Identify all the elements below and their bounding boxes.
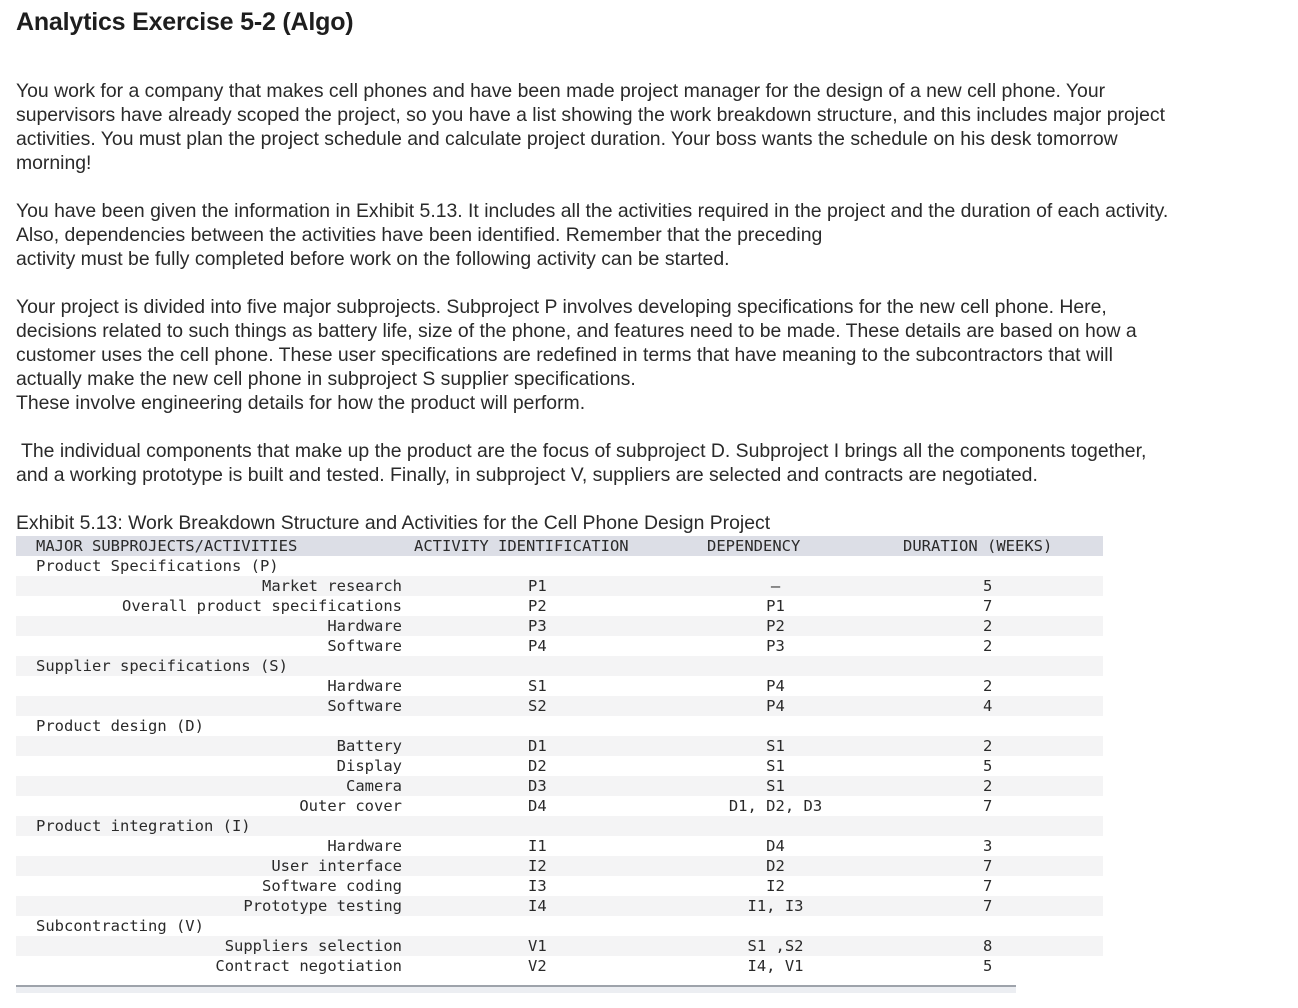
activity-duration: 5: [887, 756, 1103, 776]
activity-label: Contract negotiation: [16, 956, 406, 976]
paragraph-components: [16, 439, 1278, 487]
activity-dependency: S1: [664, 776, 887, 796]
activity-duration: 7: [887, 896, 1103, 916]
empty-cell: [887, 556, 1103, 576]
activity-dependency: —: [664, 576, 887, 596]
paragraph-line: actually make the new cell phone in subproject S supplier specifications.: [16, 368, 636, 390]
activity-label: Outer cover: [16, 796, 406, 816]
paragraph-line: These involve engineering details for how the product will perform.: [16, 392, 586, 414]
table-row: [16, 736, 1103, 756]
header-duration: DURATION (WEEKS): [887, 536, 1103, 556]
activity-dependency: P2: [664, 616, 887, 636]
activity-id: D4: [406, 796, 664, 816]
activity-dependency: P1: [664, 596, 887, 616]
group-label: Supplier specifications (S): [16, 656, 406, 676]
activity-dependency: D4: [664, 836, 887, 856]
activity-duration: 5: [887, 956, 1103, 976]
activity-label: Hardware: [16, 616, 406, 636]
activity-label: Market research: [16, 576, 406, 596]
empty-cell: [664, 716, 887, 736]
activity-dependency: I1, I3: [664, 896, 887, 916]
empty-cell: [664, 816, 887, 836]
group-label: Subcontracting (V): [16, 916, 406, 936]
empty-cell: [887, 816, 1103, 836]
table-row: [16, 616, 1103, 636]
activity-label: Hardware: [16, 836, 406, 856]
table-header-row: [16, 536, 1103, 556]
activity-id: P4: [406, 636, 664, 656]
table-row: [16, 776, 1103, 796]
activity-id: D1: [406, 736, 664, 756]
empty-cell: [664, 556, 887, 576]
activity-duration: 2: [887, 776, 1103, 796]
header-dependency: DEPENDENCY: [664, 536, 887, 556]
table-row: [16, 876, 1103, 896]
activity-label: Camera: [16, 776, 406, 796]
activity-dependency: P4: [664, 676, 887, 696]
paragraph-line: decisions related to such things as battery life, size of the phone, and features need to be made. These details are based on how a: [16, 320, 1137, 342]
activity-duration: 7: [887, 596, 1103, 616]
activity-id: V1: [406, 936, 664, 956]
activity-duration: 3: [887, 836, 1103, 856]
activity-id: I3: [406, 876, 664, 896]
wbs-table: [16, 536, 1103, 976]
activity-dependency: S1 ,S2: [664, 936, 887, 956]
activity-dependency: D2: [664, 856, 887, 876]
paragraph-line: You have been given the information in Exhibit 5.13. It includes all the activities required in the project and the duration of each activity.: [16, 200, 1169, 222]
empty-cell: [887, 716, 1103, 736]
paragraph-intro: [16, 79, 1278, 175]
scroll-track: [16, 987, 1016, 993]
empty-cell: [664, 656, 887, 676]
paragraph-line: activity must be fully completed before work on the following activity can be started.: [16, 248, 730, 270]
table-row: [16, 636, 1103, 656]
activity-id: I4: [406, 896, 664, 916]
activity-label: Software: [16, 696, 406, 716]
activity-duration: 7: [887, 876, 1103, 896]
table-row: [16, 676, 1103, 696]
paragraph-line: and a working prototype is built and tested. Finally, in subproject V, suppliers are selected and contracts are negotiated.: [16, 464, 1038, 486]
paragraph-line: Also, dependencies between the activities have been identified. Remember that the preceding: [16, 224, 823, 246]
empty-cell: [406, 656, 664, 676]
group-label: Product integration (I): [16, 816, 406, 836]
activity-duration: 2: [887, 616, 1103, 636]
table-row: [16, 836, 1103, 856]
activity-dependency: D1, D2, D3: [664, 796, 887, 816]
paragraph-line: morning!: [16, 152, 92, 174]
header-activity-id: ACTIVITY IDENTIFICATION: [406, 536, 664, 556]
activity-id: S1: [406, 676, 664, 696]
activity-duration: 7: [887, 796, 1103, 816]
activity-id: P2: [406, 596, 664, 616]
activity-duration: 7: [887, 856, 1103, 876]
empty-cell: [664, 916, 887, 936]
exhibit-table-container: [16, 536, 1053, 976]
activity-id: P3: [406, 616, 664, 636]
table-group-row: [16, 656, 1103, 676]
table-row: [16, 696, 1103, 716]
table-row: [16, 936, 1103, 956]
paragraph-line: customer uses the cell phone. These user specifications are redefined in terms that have meaning to the subcontractors that will: [16, 344, 1113, 366]
activity-label: User interface: [16, 856, 406, 876]
empty-cell: [406, 716, 664, 736]
table-body: [16, 556, 1103, 976]
activity-duration: 2: [887, 736, 1103, 756]
activity-id: V2: [406, 956, 664, 976]
activity-label: Software: [16, 636, 406, 656]
paragraph-exhibit-info: [16, 199, 1278, 271]
activity-dependency: S1: [664, 736, 887, 756]
activity-id: I1: [406, 836, 664, 856]
activity-label: Suppliers selection: [16, 936, 406, 956]
empty-cell: [406, 816, 664, 836]
paragraph-line: activities. You must plan the project schedule and calculate project duration. Your boss wants the schedule on his desk tomorrow: [16, 128, 1118, 150]
activity-label: Battery: [16, 736, 406, 756]
table-row: [16, 796, 1103, 816]
activity-label: Hardware: [16, 676, 406, 696]
paragraph-line: You work for a company that makes cell phones and have been made project manager for the design of a new cell phone. Your: [16, 80, 1106, 102]
group-label: Product Specifications (P): [16, 556, 406, 576]
activity-duration: 8: [887, 936, 1103, 956]
page-title: Analytics Exercise 5-2 (Algo): [16, 8, 354, 36]
activity-label: Overall product specifications: [16, 596, 406, 616]
activity-duration: 2: [887, 676, 1103, 696]
table-group-row: [16, 916, 1103, 936]
activity-id: P1: [406, 576, 664, 596]
paragraph-line: supervisors have already scoped the project, so you have a list showing the work breakdown structure, and this includes major project: [16, 104, 1165, 126]
activity-id: S2: [406, 696, 664, 716]
activity-dependency: S1: [664, 756, 887, 776]
table-group-row: [16, 556, 1103, 576]
activity-dependency: P4: [664, 696, 887, 716]
exhibit-caption: Exhibit 5.13: Work Breakdown Structure and Activities for the Cell Phone Design Project: [16, 512, 771, 534]
empty-cell: [887, 656, 1103, 676]
activity-id: D3: [406, 776, 664, 796]
activity-id: I2: [406, 856, 664, 876]
table-row: [16, 596, 1103, 616]
paragraph-line: The individual components that make up the product are the focus of subproject D. Subproject I brings all the components together,: [16, 440, 1147, 462]
table-row: [16, 576, 1103, 596]
paragraph-subprojects: [16, 295, 1278, 415]
table-group-row: [16, 816, 1103, 836]
table-row: [16, 896, 1103, 916]
activity-label: Software coding: [16, 876, 406, 896]
paragraph-line: Your project is divided into five major subprojects. Subproject P involves developing specifications for the new cell phone. Here,: [16, 296, 1107, 318]
table-group-row: [16, 716, 1103, 736]
table-row: [16, 956, 1103, 976]
empty-cell: [406, 916, 664, 936]
table-row: [16, 756, 1103, 776]
activity-dependency: I4, V1: [664, 956, 887, 976]
activity-dependency: P3: [664, 636, 887, 656]
activity-duration: 2: [887, 636, 1103, 656]
group-label: Product design (D): [16, 716, 406, 736]
activity-label: Display: [16, 756, 406, 776]
activity-duration: 5: [887, 576, 1103, 596]
activity-id: D2: [406, 756, 664, 776]
empty-cell: [406, 556, 664, 576]
empty-cell: [887, 916, 1103, 936]
header-subprojects: MAJOR SUBPROJECTS/ACTIVITIES: [16, 536, 406, 556]
activity-duration: 4: [887, 696, 1103, 716]
activity-dependency: I2: [664, 876, 887, 896]
activity-label: Prototype testing: [16, 896, 406, 916]
table-row: [16, 856, 1103, 876]
